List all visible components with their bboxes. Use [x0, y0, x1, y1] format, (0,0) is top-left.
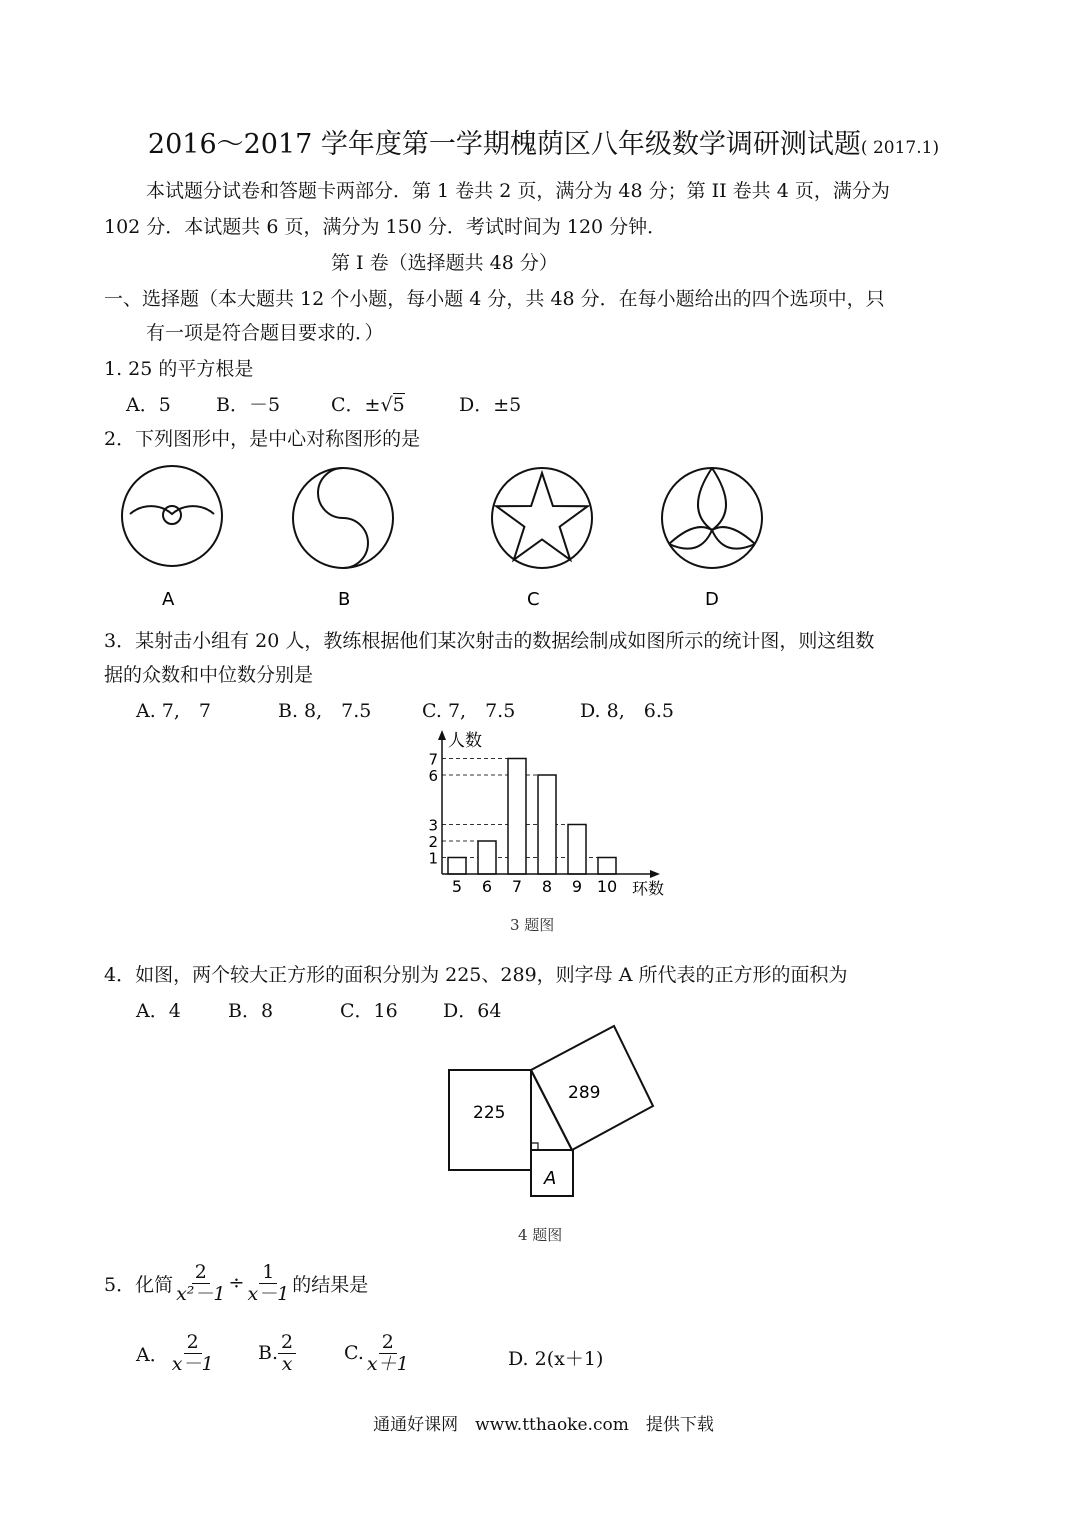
option-label: A． — [136, 1343, 169, 1366]
q3-stem-2: 据的众数和中位数分别是 — [104, 664, 314, 686]
q3-option-b: B. 8, 7.5 — [278, 700, 372, 722]
q3-option-d: D. 8, 6.5 — [580, 700, 674, 722]
part-instructions-1: 一、选择题（本大题共 12 个小题，每小题 4 分，共 48 分．在每小题给出的四个选项中，只 — [104, 288, 885, 310]
fraction-denominator: x－1 — [171, 1352, 214, 1375]
triangle-hypotenuse — [531, 1070, 572, 1150]
q5-option-b — [258, 1332, 296, 1375]
q2-figures — [110, 462, 790, 612]
intro-line-1: 本试题分试卷和答题卡两部分．第 1 卷共 2 页，满分为 48 分；第 II 卷共 4 页，满分为 — [146, 180, 890, 202]
q5-suffix: 的结果是 — [292, 1273, 369, 1296]
q3-bar-chart — [410, 726, 680, 906]
x-tick-label: 9 — [571, 877, 583, 896]
x-tick-label: 7 — [511, 877, 523, 896]
q4-option-d: D．64 — [443, 1000, 502, 1022]
option-label: B. — [258, 1342, 279, 1365]
q1-option-c — [331, 390, 405, 417]
figure-label-d: D — [705, 589, 719, 610]
q1-option-c-prefix: C．± — [331, 394, 381, 416]
label-289: 289 — [568, 1083, 601, 1103]
fraction-numerator: 2 — [192, 1262, 210, 1284]
q3-caption: 3 题图 — [510, 916, 555, 934]
q1-stem: 1. 25 的平方根是 — [104, 358, 254, 380]
fraction-denominator: x＋1 — [366, 1352, 409, 1375]
q5-option-a-fraction — [169, 1332, 217, 1375]
bar-8 — [538, 775, 556, 874]
q5-option-c — [344, 1332, 412, 1375]
bar-5 — [448, 858, 466, 875]
q4-option-b: B．8 — [228, 1000, 274, 1022]
label-225: 225 — [473, 1103, 506, 1123]
y-tick-label: 6 — [428, 767, 438, 785]
figure-a — [122, 466, 222, 566]
y-axis-arrow — [438, 730, 446, 740]
x-axis-arrow — [650, 870, 660, 878]
title-main: 2016～2017 学年度第一学期槐荫区八年级数学调研测试题 — [147, 129, 861, 160]
x-axis-label: 环数 — [632, 879, 665, 898]
x-tick-label: 5 — [451, 877, 463, 896]
sqrt-sign: √ — [380, 394, 393, 416]
label-a: A — [544, 1168, 557, 1189]
y-tick-label: 1 — [428, 849, 438, 868]
q4-caption: 4 题图 — [518, 1226, 563, 1244]
q4-stem: 4．如图，两个较大正方形的面积分别为 225、289，则字母 A 所代表的正方形的面积为 — [104, 964, 848, 986]
q5-stem — [104, 1262, 368, 1305]
title-date: ( 2017.1) — [860, 138, 940, 158]
fraction-denominator: x－1 — [247, 1282, 290, 1305]
q5-option-d: D. 2(x＋1) — [508, 1348, 604, 1370]
y-axis-label: 人数 — [448, 731, 482, 751]
q1-option-a: A．5 — [126, 394, 171, 416]
division-sign: ÷ — [228, 1272, 245, 1295]
x-tick-label: 6 — [481, 877, 493, 896]
q5-option-b-fraction — [278, 1332, 296, 1375]
q5-fraction-2 — [244, 1262, 292, 1305]
fraction-numerator: 2 — [278, 1332, 296, 1354]
fraction-numerator: 2 — [184, 1332, 202, 1354]
q4-squares-figure — [440, 1020, 670, 1205]
bar-9 — [568, 825, 586, 875]
y-tick-label: 7 — [428, 750, 438, 769]
bar-10 — [598, 858, 616, 875]
figure-label-c: C — [527, 589, 540, 610]
figure-c — [492, 468, 592, 568]
figure-label-b: B — [338, 589, 351, 610]
option-label: C. — [344, 1342, 364, 1365]
q5-prefix: 5．化简 — [104, 1273, 174, 1296]
q5-option-c-fraction — [364, 1332, 412, 1375]
x-tick-label: 8 — [541, 877, 553, 896]
intro-line-2: 102 分．本试题共 6 页，满分为 150 分．考试时间为 120 分钟． — [104, 216, 667, 238]
page-title — [0, 122, 1087, 161]
bar-6 — [478, 841, 496, 874]
right-angle-mark — [531, 1143, 538, 1150]
fraction-numerator: 2 — [379, 1332, 397, 1354]
q5-fraction-1 — [173, 1262, 228, 1305]
page-footer: 通通好课网 www.tthaoke.com 提供下载 — [373, 1415, 714, 1435]
q1-option-d: D．±5 — [459, 394, 522, 416]
x-tick-label: 10 — [596, 877, 618, 896]
bar-7 — [508, 759, 526, 875]
fraction-numerator: 1 — [259, 1262, 277, 1284]
y-tick-label: 3 — [428, 816, 438, 835]
part-instructions-2: 有一项是符合题目要求的．） — [146, 322, 384, 344]
section-heading: 第 I 卷（选择题共 48 分） — [331, 252, 558, 274]
y-tick-label: 2 — [428, 833, 438, 851]
figure-b — [293, 468, 393, 568]
fraction-denominator: x²－1 — [176, 1282, 226, 1305]
fraction-denominator: x — [281, 1352, 293, 1375]
q3-stem-1: 3．某射击小组有 20 人，教练根据他们某次射击的数据绘制成如图所示的统计图，则这组数 — [104, 630, 875, 652]
q3-option-c: C. 7, 7.5 — [422, 700, 516, 722]
q1-option-b: B．－5 — [216, 394, 281, 416]
q3-option-a: A. 7, 7 — [136, 700, 212, 722]
figure-d — [662, 468, 762, 568]
q4-option-c: C．16 — [340, 1000, 398, 1022]
q1-option-c-radicand: 5 — [392, 394, 405, 416]
figure-label-a: A — [162, 589, 175, 610]
q5-option-a — [136, 1332, 217, 1375]
q4-option-a: A．4 — [136, 1000, 181, 1022]
q2-stem: 2．下列图形中，是中心对称图形的是 — [104, 428, 421, 450]
